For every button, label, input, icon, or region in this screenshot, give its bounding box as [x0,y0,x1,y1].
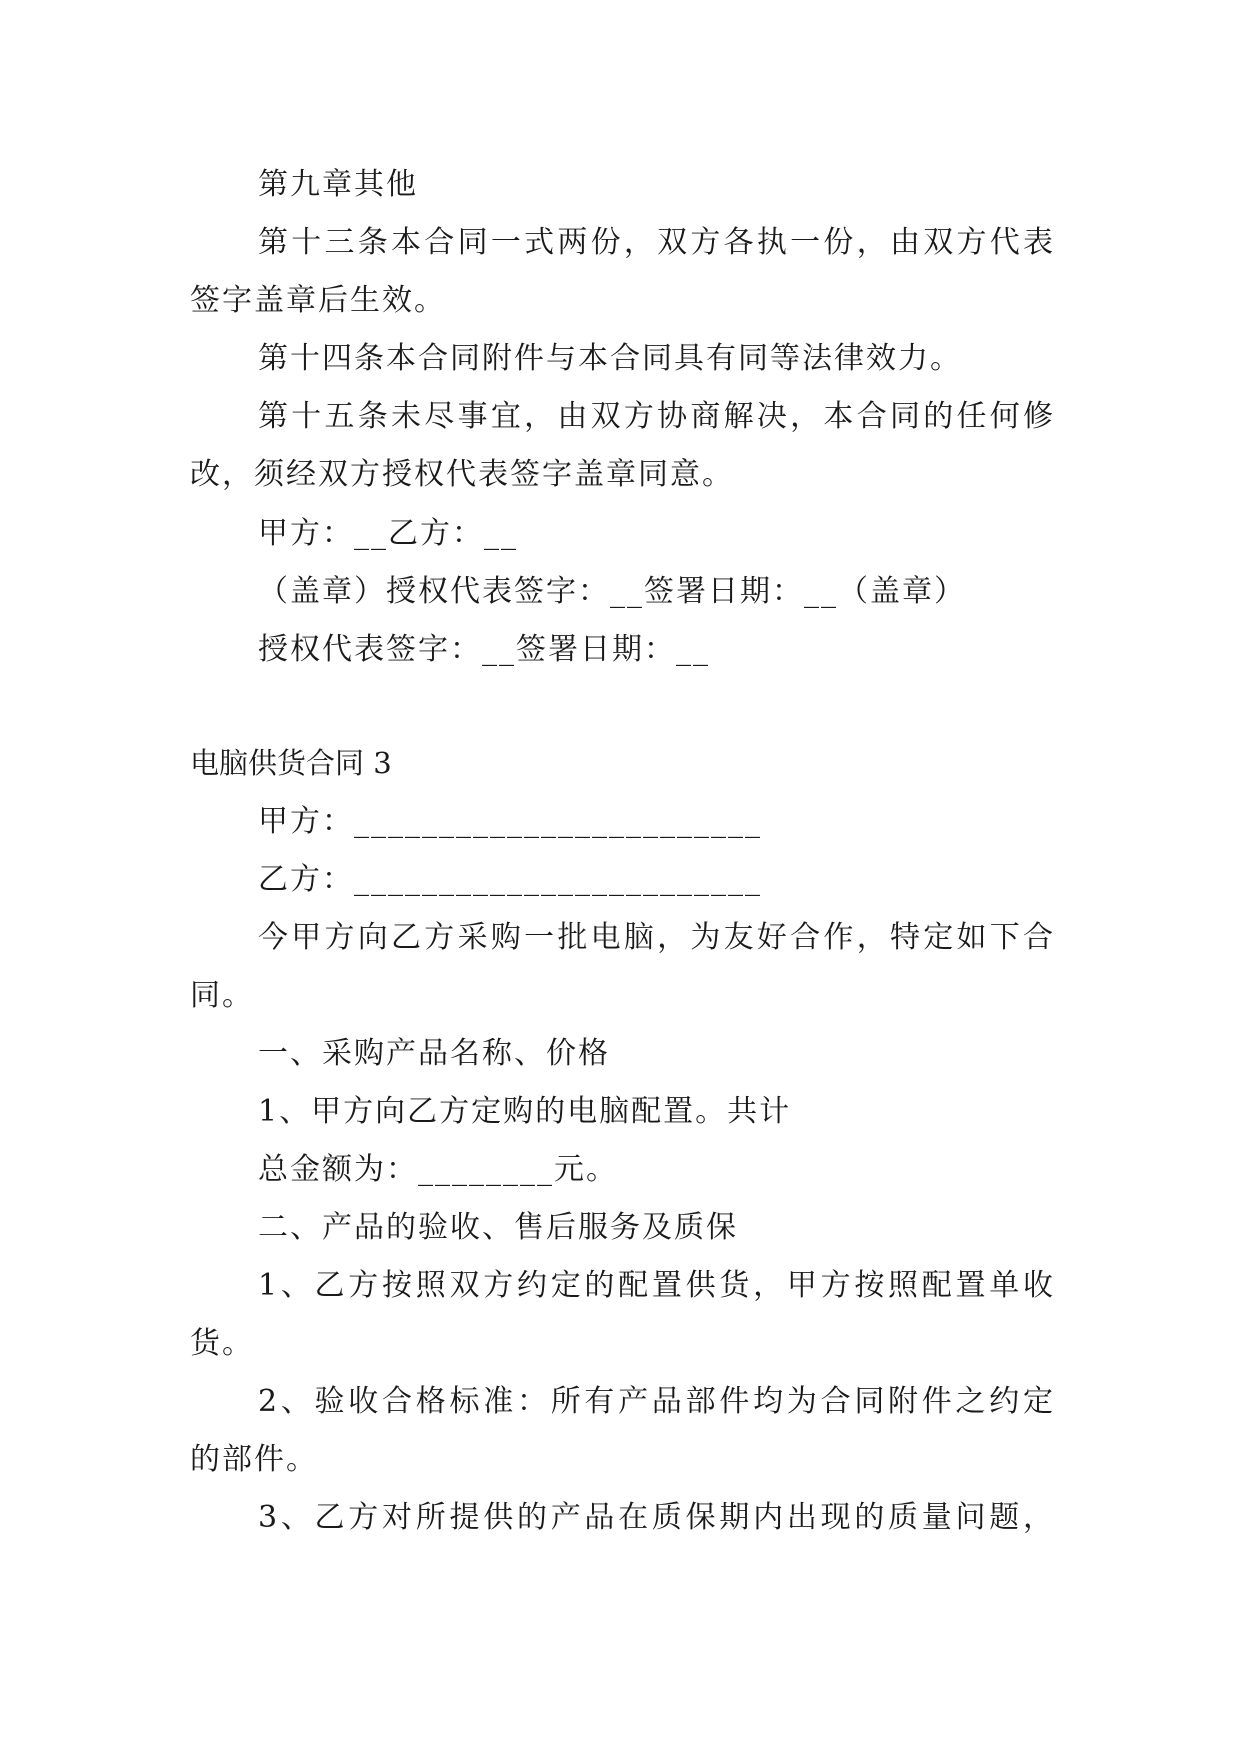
section-2-item-2-line-2: 的部件。 [190,1442,318,1477]
total-amount-line: 总金额为：________元。 [258,1152,618,1187]
party-a-line: 甲方：________________________ [258,804,762,839]
section-2-item-2-line-1: 2、验收合格标准：所有产品部件均为合同附件之约定 [258,1384,1053,1419]
section-1-heading: 一、采购产品名称、价格 [258,1036,610,1071]
preamble-line-2: 同。 [190,978,254,1013]
article-13-line-2: 签字盖章后生效。 [190,283,446,318]
article-15-line-2: 改，须经双方授权代表签字盖章同意。 [190,457,734,492]
article-13-line-1: 第十三条本合同一式两份，双方各执一份，由双方代表 [258,225,1053,260]
chapter-heading: 第九章其他 [258,167,418,202]
section-2-item-1-line-1: 1、乙方按照双方约定的配置供货，甲方按照配置单收 [258,1268,1053,1303]
section-1-item-1: 1、甲方向乙方定购的电脑配置。共计 [258,1094,792,1129]
party-signature-line: 甲方：__乙方：__ [258,516,518,551]
section-2-heading: 二、产品的验收、售后服务及质保 [258,1210,738,1245]
section-2-item-1-line-2: 货。 [190,1326,254,1361]
rep-signature-line: 授权代表签字：__签署日期：__ [258,632,710,667]
article-14: 第十四条本合同附件与本合同具有同等法律效力。 [258,341,962,376]
section-2-item-3-line-1: 3、乙方对所提供的产品在质保期内出现的质量问题， [258,1500,1053,1535]
seal-signature-line: （盖章）授权代表签字：__签署日期：__（盖章） [258,574,966,609]
preamble-line-1: 今甲方向乙方采购一批电脑，为友好合作，特定如下合 [258,920,1053,955]
contract-3-title: 电脑供货合同 3 [190,746,392,780]
party-b-line: 乙方：________________________ [258,862,762,897]
article-15-line-1: 第十五条未尽事宜，由双方协商解决，本合同的任何修 [258,399,1053,434]
